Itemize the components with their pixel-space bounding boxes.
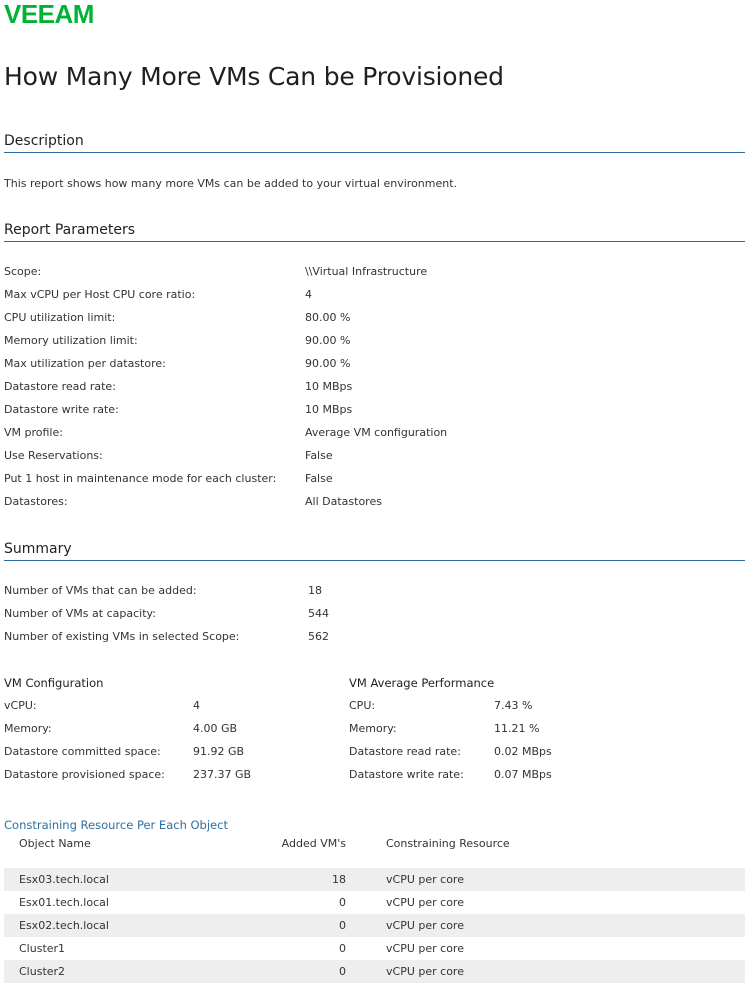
param-label: Scope: [4, 265, 42, 278]
param-label: Max utilization per datastore: [4, 357, 166, 370]
summary-value: 544 [308, 607, 329, 620]
summary-value: 18 [308, 584, 322, 597]
vm-perf-value: 7.43 % [494, 699, 533, 712]
added-vms-cell: 0 [339, 919, 346, 932]
col-header-object-name: Object Name [19, 837, 91, 850]
object-name-cell: Cluster1 [19, 942, 66, 955]
vm-perf-label: Datastore read rate: [349, 745, 461, 758]
object-name-cell: Esx02.tech.local [19, 919, 109, 932]
added-vms-cell: 0 [339, 965, 346, 978]
param-label: Datastore write rate: [4, 403, 119, 416]
added-vms-cell: 0 [339, 896, 346, 909]
table-row [4, 937, 745, 960]
param-label: Memory utilization limit: [4, 334, 138, 347]
param-value: 10 MBps [305, 403, 353, 416]
param-value: 90.00 % [305, 357, 351, 370]
vm-perf-label: Memory: [349, 722, 397, 735]
table-row [4, 891, 745, 914]
param-label: Datastore read rate: [4, 380, 116, 393]
parameters-heading: Report Parameters [4, 222, 135, 238]
svg-text:VEEAM: VEEAM [4, 2, 94, 26]
constraints-heading: Constraining Resource Per Each Object [4, 818, 228, 832]
param-value: 10 MBps [305, 380, 353, 393]
description-section-header [4, 130, 745, 153]
table-row [4, 914, 745, 937]
param-value: 80.00 % [305, 311, 351, 324]
summary-value: 562 [308, 630, 329, 643]
added-vms-cell: 18 [332, 873, 346, 886]
vm-config-value: 4.00 GB [193, 722, 238, 735]
description-heading: Description [4, 133, 84, 149]
constraining-resource-cell: vCPU per core [386, 896, 464, 909]
table-row [4, 868, 745, 891]
vm-perf-value: 0.02 MBps [494, 745, 552, 758]
vm-config-value: 237.37 GB [193, 768, 252, 781]
description-text: This report shows how many more VMs can be added to your virtual environment. [4, 177, 458, 190]
constraining-resource-cell: vCPU per core [386, 919, 464, 932]
param-value: 90.00 % [305, 334, 351, 347]
parameters-section-header [4, 219, 745, 242]
added-vms-cell: 0 [339, 942, 346, 955]
vm-perf-heading: VM Average Performance [349, 676, 495, 690]
param-value: False [305, 472, 333, 485]
vm-config-label: Memory: [4, 722, 52, 735]
table-row [4, 960, 745, 983]
vm-config-label: Datastore committed space: [4, 745, 161, 758]
param-value: Average VM configuration [305, 426, 448, 439]
page-title: How Many More VMs Can be Provisioned [4, 62, 504, 91]
object-name-cell: Esx01.tech.local [19, 896, 109, 909]
constraining-resource-cell: vCPU per core [386, 873, 464, 886]
veeam-logo [4, 2, 118, 26]
vm-config-heading: VM Configuration [4, 676, 104, 690]
vm-config-value: 91.92 GB [193, 745, 245, 758]
vm-config-label: Datastore provisioned space: [4, 768, 165, 781]
param-value: All Datastores [305, 495, 382, 508]
constraining-resource-cell: vCPU per core [386, 942, 464, 955]
summary-label: Number of VMs at capacity: [4, 607, 156, 620]
param-value: False [305, 449, 333, 462]
vm-config-label: vCPU: [4, 699, 37, 712]
object-name-cell: Cluster2 [19, 965, 66, 978]
param-label: Put 1 host in maintenance mode for each cluster: [4, 472, 277, 485]
summary-heading: Summary [4, 541, 72, 557]
param-label: Datastores: [4, 495, 68, 508]
summary-label: Number of existing VMs in selected Scope: [4, 630, 240, 643]
summary-section-header [4, 538, 745, 561]
vm-perf-label: CPU: [349, 699, 376, 712]
summary-label: Number of VMs that can be added: [4, 584, 197, 597]
constraints-table [4, 868, 745, 983]
vm-perf-value: 0.07 MBps [494, 768, 552, 781]
vm-perf-value: 11.21 % [494, 722, 540, 735]
object-name-cell: Esx03.tech.local [19, 873, 109, 886]
param-label: Use Reservations: [4, 449, 103, 462]
col-header-added-vms: Added VM's [281, 837, 346, 850]
col-header-constraining-resource: Constraining Resource [386, 837, 510, 850]
param-label: Max vCPU per Host CPU core ratio: [4, 288, 196, 301]
param-value: 4 [305, 288, 312, 301]
param-label: CPU utilization limit: [4, 311, 116, 324]
vm-config-value: 4 [193, 699, 200, 712]
param-value: \\Virtual Infrastructure [305, 265, 428, 278]
vm-perf-label: Datastore write rate: [349, 768, 464, 781]
constraining-resource-cell: vCPU per core [386, 965, 464, 978]
param-label: VM profile: [4, 426, 63, 439]
